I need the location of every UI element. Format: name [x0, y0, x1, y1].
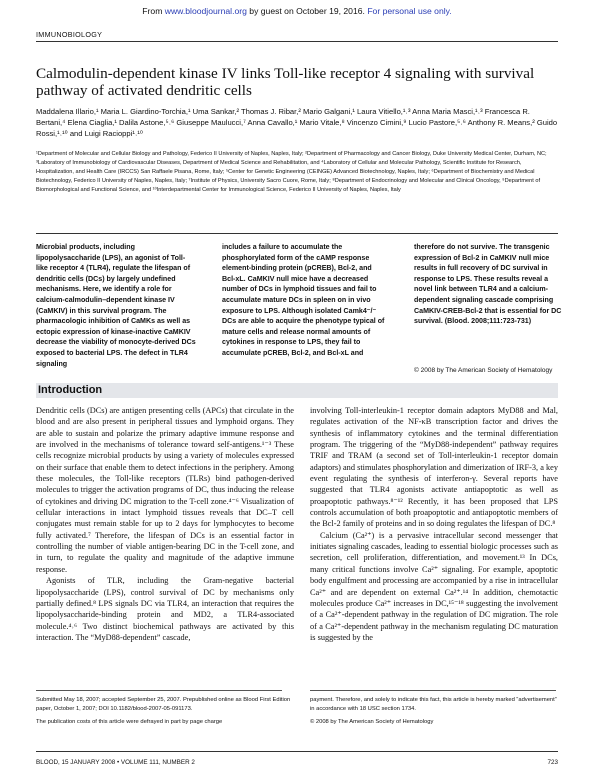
footnotes-right [310, 696, 558, 732]
intro-paragraph-1: Dendritic cells (DCs) are antigen presenting cells (APCs) that circulate in the blood and are also present in peripheral tissues and lymphoid organs. They are able to sustain and polarize the primary adaptive immune response and are involved in the mechanisms of tolerance toward self-antigens.¹⁻³ These cells recognize microbial products by using a variety of molecules expressed on their surface that enable them to detect infections in the periphery. Among these molecules, the Toll-like receptors (TLRs) bind pathogen-derived molecules to trigger the activation programs of DC, thus inducing the release of cytokines and driving DC migration to the T-cell zone.⁴⁻⁶ Visualization of cellular interactions in intact lymphoid tissues reveals that DC–T cell conjugates must remain stable for up to 2 days for lymphocytes to become fully activated.⁷ Therefore, the lifespan of DCs is an essential factor in controlling the number of viable antigen-bearing DC in the T-cell zone, and in turn, to regulate the quality and magnitude of the adaptive immune response. [36, 406, 294, 574]
personal-use-link[interactable]: For personal use only. [367, 6, 452, 16]
introduction-heading: Introduction [36, 383, 558, 398]
advertisement-note: payment. Therefore, and solely to indicate this fact, this article is hereby marked “advertisement” in accordance with 18 USC section 1734. [310, 697, 557, 712]
intro-paragraph-4: Calcium (Ca²⁺) is a pervasive intracellular second messenger that initiates signaling cascades, leading to essential biologic processes such as secretion, cell proliferation, differentiation, and movement.¹³ In DCs, many critical functions involve Ca²⁺ signaling. For example, apoptotic body engulfment and processing are accompanied by a rise in intracellular Ca²⁺ and are dependent on external Ca²⁺.¹⁴ In addition, chemotactic molecules produce Ca²⁺ increases in DC,¹⁵⁻¹⁸ suggesting the involvement of a Ca²⁺-dependent pathway in the regulation of DC migration. The role of a Ca²⁺-dependent pathway in the mechanism regulating DC maturation is suggested by the [310, 530, 558, 642]
footnote-rule-right [310, 690, 556, 691]
submission-note: Submitted May 18, 2007; accepted September 25, 2007. Prepublished online as Blood First Edition paper, October 1, 2007; DOI 10.1182/blood-2007-05-091173. [36, 697, 291, 712]
footnote-rule-left [36, 690, 282, 691]
author-list: Maddalena Illario,¹ Maria L. Giardino-Torchia,¹ Uma Sankar,² Thomas J. Ribar,² Mario Galgani,¹ Laura Vitiello,¹˒³ Anna Maria Masci,¹˒³ Francesca R. Bertani,⁴ Elena Ciaglia,¹ Dalila Astone,⁵˒⁶ Giuseppe Maulucci,⁷ Anna Cavallo,¹ Mario Vitale,⁸ Vincenzo Cimini,⁹ Lucio Pastore,⁵˒⁶ Anthony R. Means,² Guido Rossi,¹˒¹⁰ and Luigi Racioppi¹˒¹⁰ [36, 107, 558, 139]
article-title: Calmodulin-dependent kinase IV links Toll-like receptor 4 signaling with survival pathway of activated dendritic cells [36, 65, 535, 99]
section-label: IMMUNOBIOLOGY [36, 30, 103, 39]
abstract-column-2: includes a failure to accumulate the phosphorylated form of the cAMP response element-binding protein (pCREB), Bcl-2, and Bcl-xL. CaMKIV null mice have a decreased number of DCs in lymphoid tissues and fail to accumulate mature DCs in spleen on in vivo exposure to LPS. Although isolated Camk4⁻/⁻ DCs are able to acquire the phenotype typical of mature cells and release normal amounts of cytokines in response to LPS, they fail to accumulate pCREB, Bcl-2, and Bcl-xL and [222, 243, 385, 357]
intro-paragraph-2: Agonists of TLR, including the Gram-negative bacterial lipopolysaccharide (LPS), control survival of DC by mechanisms only partially defined.⁸ LPS signals DC via TLR4, an interaction that requires the lipopolysaccharide-binding protein and MD2, a TLR4-associated molecule.⁴˒⁶ Two distinct biochemical pathways are activated by this interaction. The “MyD88-dependent” cascade, [36, 576, 294, 642]
banner-guest-text: by guest on October 19, 2016. [246, 6, 368, 16]
page-number: 723 [547, 759, 558, 766]
access-banner [0, 6, 594, 16]
intro-paragraph-3: involving Toll-interleukin-1 receptor domain adaptors MyD88 and Mal, regulates activation of the NF-κB transcription factor and drives the synthesis of inflammatory cytokines and the terminal differentiation program. The triggering of the “MyD88-independent” pathway requires TRIF and TRAM (a second set of Toll-interleukin-1 receptor domain adaptors) and stimulates phosphorylation and dimerization of IRF-3, a key event regulating the synthesis of interferon-γ. Several reports have suggested that TLR4 agonists activate antiapoptotic as well as proapoptotic pathways.⁸⁻¹² Recently, it has been proposed that LPS controls accumulation of both proapoptotic and antiapoptotic members of the Bcl-2 family of proteins and in so doing regulates the lifespan of DC.⁸ [310, 406, 558, 529]
abstract-top-rule [36, 233, 558, 234]
body-column-right [310, 405, 558, 643]
header-rule [36, 41, 558, 42]
banner-prefix: From [142, 6, 165, 16]
journal-site-link[interactable]: www.bloodjournal.org [164, 6, 247, 16]
body-column-left [36, 405, 294, 643]
abstract-column-3: therefore do not survive. The transgenic expression of Bcl-2 in CaMKIV null mice results in full recovery of DC survival in response to LPS. These results reveal a novel link between TLR4 and a calcium-dependent signaling cascade comprising CaMKIV-CREB-Bcl-2 that is essential for DC survival. (Blood. 2008;111:723-731) [414, 243, 562, 326]
abstract-copyright: © 2008 by The American Society of Hematology [414, 367, 553, 374]
footer-rule [36, 751, 558, 752]
publication-costs-note: The publication costs of this article were defrayed in part by page charge [36, 719, 223, 725]
footnote-copyright: © 2008 by The American Society of Hematology [310, 719, 434, 725]
affiliations: ¹Department of Molecular and Cellular Biology and Pathology, Federico II University of Naples, Naples, Italy; ²Department of Pharmacology and Cancer Biology, Duke University Medical Center, Durham, NC; ³Laboratory of Immunobiology of Cardiovascular Diseases, Department of Medical Science and Rehabilitation, and ⁴Laboratory of Cellular and Molecular Pathology, Scientific Institute for Research, Hospitalization, and Health Care (IRCCS) San Raffaele Pisana, Rome, Italy; ⁵Center for Genetic Engineering (CEINGE) Advanced Biotechnology, Naples, Italy; ⁶Department of Biochemistry and Medical Biotechnology, Federico II University of Naples, Naples, Italy; ⁷Institute of Physics, University Sacro Cuore, Rome, Italy; ⁸Department of Endocrinology and Molecular and Clinical Oncology, ⁹Department of Biomorphological and Functional Science, and ¹⁰Interdepartmental Center for Immunological Science, Federico II University of Naples, Naples, Italy [36, 151, 547, 194]
abstract-column-1: Microbial products, including lipopolysaccharide (LPS), an agonist of Toll-like receptor 4 (TLR4), regulate the lifespan of dendritic cells (DCs) by largely undefined mechanisms. Here, we identify a role for calcium-calmodulin–dependent kinase IV (CaMKIV) in this survival program. The pharmacologic inhibition of CaMKs as well as ectopic expression of kinase-inactive CaMKIV decrease the viability of monocyte-derived DCs exposed to bacterial LPS. The defect in TLR4 signaling [36, 243, 196, 368]
footnotes-left [36, 696, 294, 732]
journal-citation: BLOOD, 15 JANUARY 2008 • VOLUME 111, NUMBER 2 [36, 759, 195, 766]
